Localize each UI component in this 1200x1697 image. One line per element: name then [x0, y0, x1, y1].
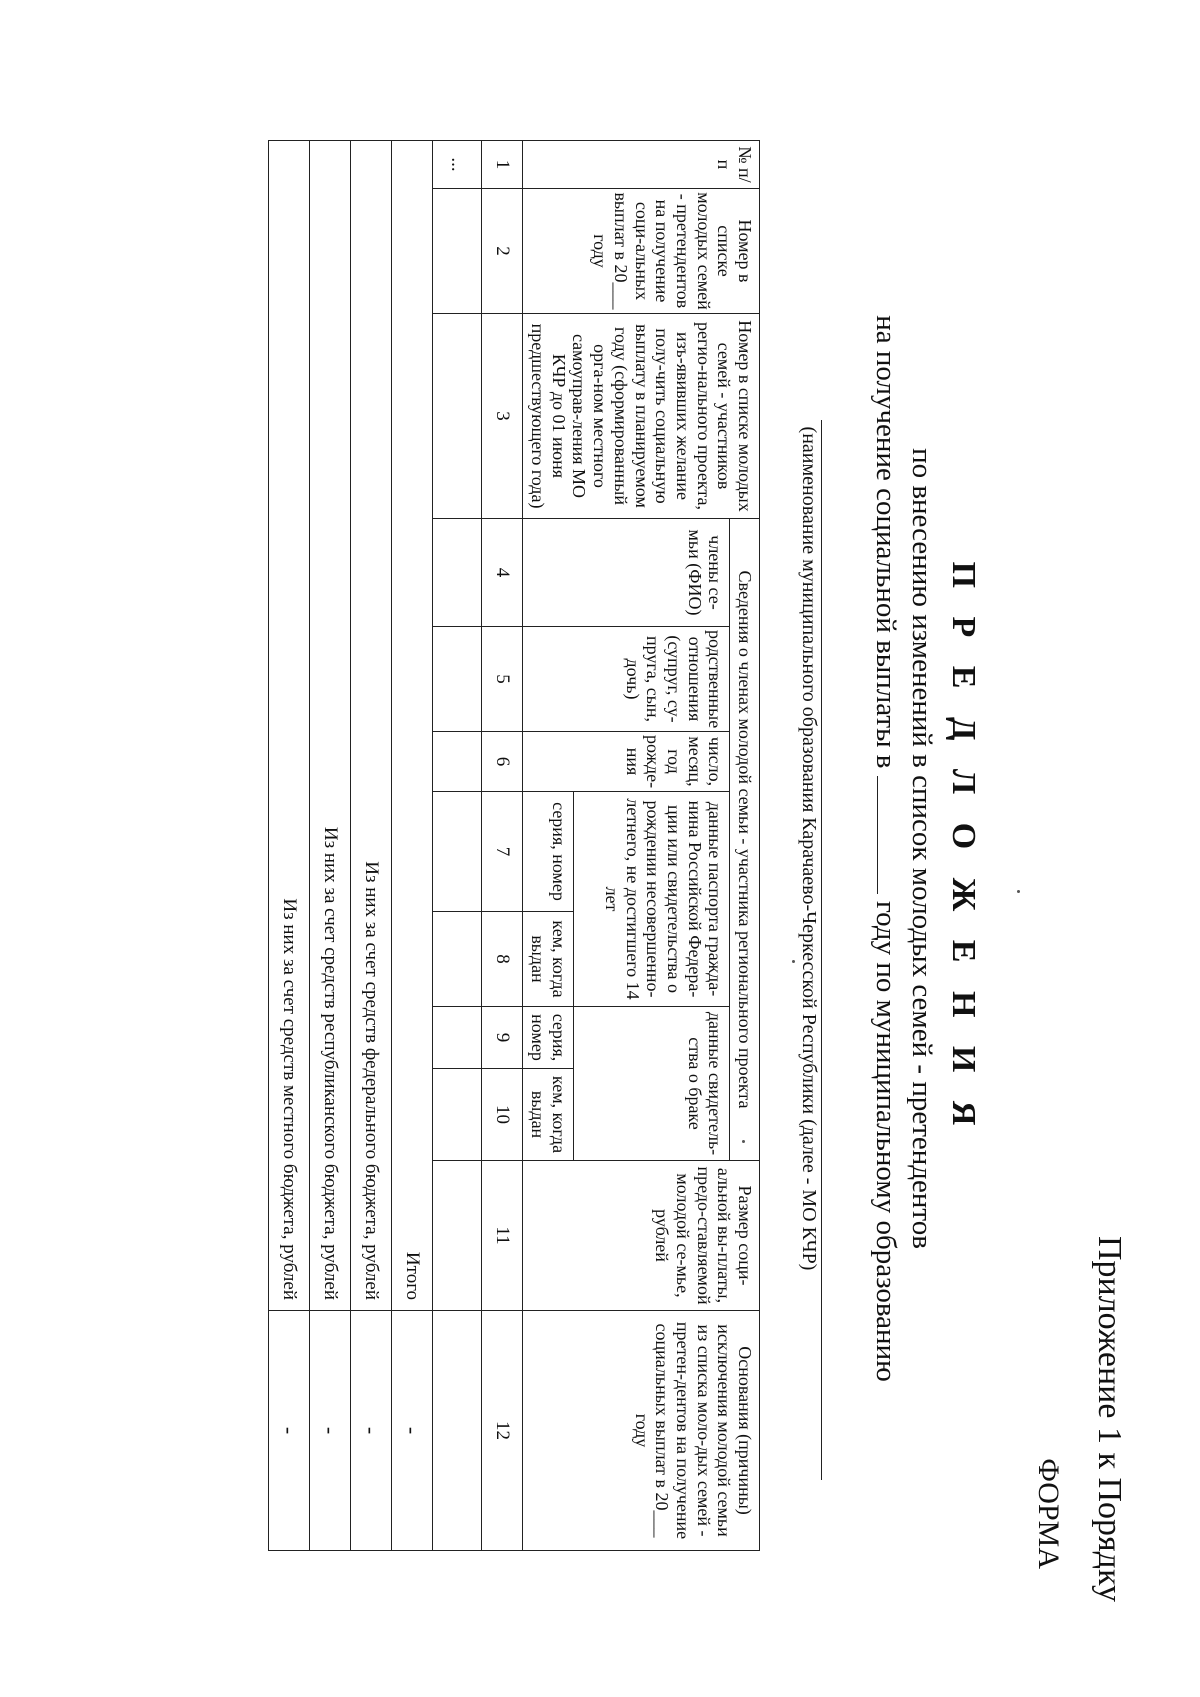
table-row: [433, 141, 482, 1551]
proposals-table: [268, 140, 760, 1551]
subtitle-line2-start: на получение социальной выплаты в: [870, 315, 902, 769]
summary-value: -: [392, 1311, 433, 1551]
header-col-10: кем, когда выдан: [523, 1069, 573, 1161]
column-number: 9: [482, 1007, 523, 1069]
table-header-row: [730, 141, 760, 1551]
summary-label: Итого: [392, 141, 433, 1311]
subtitle-line2-end: году по муниципальному образованию: [870, 901, 902, 1382]
document-title: П Р Е Д Л О Ж Е Н И Я: [945, 561, 982, 1136]
summary-row-federal: [351, 141, 392, 1551]
header-col-8: кем, когда выдан: [523, 912, 573, 1007]
header-col-9: серия, номер: [523, 1007, 573, 1069]
column-number: 8: [482, 912, 523, 1007]
header-col-6: число, месяц, год рожде-ния: [523, 732, 730, 792]
column-number: 3: [482, 314, 523, 519]
scan-speck: [1017, 890, 1020, 893]
column-number: 1: [482, 141, 523, 189]
header-col-1: № п/п: [523, 141, 760, 189]
scan-speck: [792, 960, 795, 963]
summary-value: -: [310, 1311, 351, 1551]
document-subtitle-line2: [869, 0, 902, 1697]
column-number: 10: [482, 1069, 523, 1161]
header-col-3: Номер в списке молодых семей - участников регио-нального проекта, изъ-явивших желание полу-чить социальную выплату в планируемом году (сформированный орга-ном местного самоуправ-ления МО КЧР до 01 июня предшествующего года): [523, 314, 760, 519]
table-cell: [433, 519, 482, 627]
municipality-name-caption: (наименование муниципального образования Карачаево-Черкесской Республики (далее - МО КЧР): [798, 426, 820, 1271]
header-col-2: Номер в списке молодых семей - претендентов на получение соци-альных выплат в 20___ году: [523, 189, 760, 314]
summary-label: Из них за счет средств республиканского бюджета, рублей: [310, 141, 351, 1311]
header-col-7: серия, номер: [523, 792, 573, 912]
column-number-row: [482, 141, 523, 1551]
summary-label: Из них за счет средств местного бюджета, рублей: [269, 141, 310, 1311]
summary-value: -: [269, 1311, 310, 1551]
municipality-name-line: [821, 420, 822, 1480]
table-cell: [433, 627, 482, 732]
header-col-11: Размер соци-альной вы-платы, предо-ставляемой молодой се-мье, рублей: [523, 1161, 760, 1311]
header-col-12: Основания (причины) исключения молодой семьи из списка моло-дых семей - претен-дентов на получение социальных выплат в 20___ году: [523, 1311, 760, 1551]
year-blank-field: [877, 776, 902, 894]
form-label: ФОРМА: [1032, 1458, 1065, 1569]
table-cell: [433, 189, 482, 314]
header-marriage-group: данные свидетель-ства о браке: [573, 1007, 730, 1161]
column-number: 5: [482, 627, 523, 732]
table-cell: [433, 314, 482, 519]
column-number: 11: [482, 1161, 523, 1311]
header-col-4: члены се-мьи (ФИО): [523, 519, 730, 627]
table-cell: [433, 1161, 482, 1311]
table-cell: [433, 1069, 482, 1161]
summary-value: -: [351, 1311, 392, 1551]
appendix-reference: Приложение 1 к Порядку: [1091, 1235, 1128, 1602]
column-number: 12: [482, 1311, 523, 1551]
column-number: 4: [482, 519, 523, 627]
summary-row-local: [269, 141, 310, 1551]
column-number: 2: [482, 189, 523, 314]
table-cell: [433, 732, 482, 792]
summary-row-total: [392, 141, 433, 1551]
ellipsis-cell: ...: [433, 141, 482, 189]
summary-row-republican: [310, 141, 351, 1551]
column-number: 6: [482, 732, 523, 792]
header-family-members-group: Сведения о членах молодой семьи - участника регионального проекта: [730, 519, 760, 1161]
column-number: 7: [482, 792, 523, 912]
summary-label: Из них за счет средств федерального бюджета, рублей: [351, 141, 392, 1311]
header-passport-group: данные паспорта гражда-нина Российской Федера-ции или свидетельства о рождении несовершенно-летнего, не достигшего 14 лет: [573, 792, 730, 1007]
table-cell: [433, 1007, 482, 1069]
table-cell: [433, 1311, 482, 1551]
table-cell: [433, 912, 482, 1007]
document-subtitle-line1: по внесению изменений в список молодых семей - претендентов: [906, 448, 938, 1249]
header-col-5: родственные отношения (супруг, су-пруга, сын, дочь): [523, 627, 730, 732]
table-cell: [433, 792, 482, 912]
